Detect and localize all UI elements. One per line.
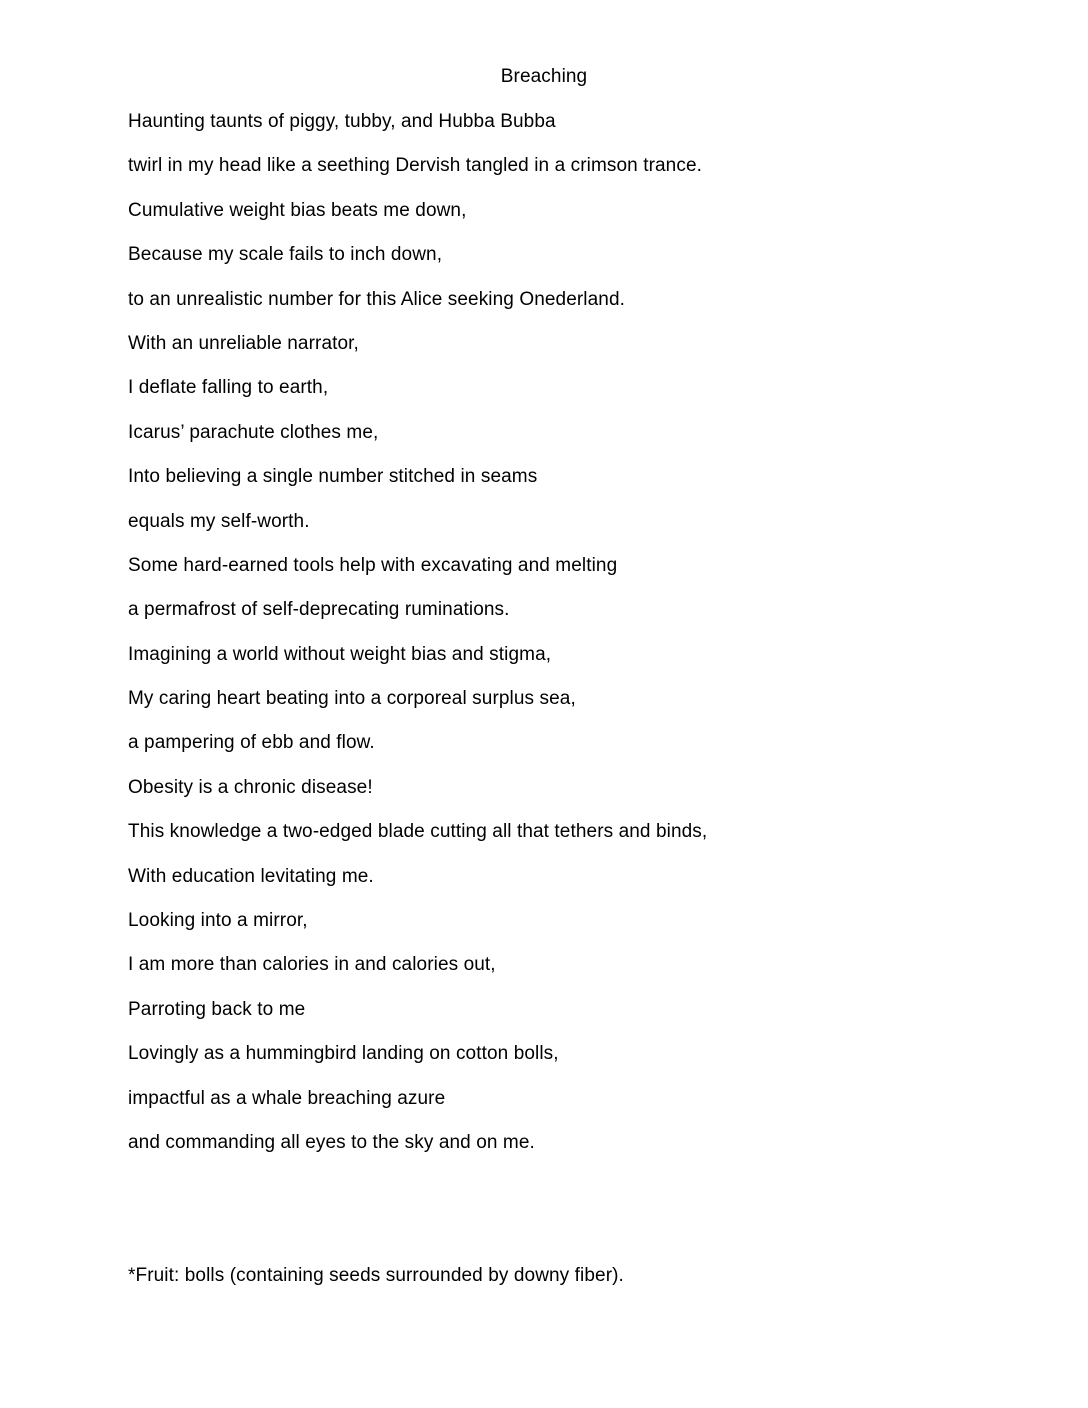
poem-line: Imagining a world without weight bias and stigma, (128, 643, 552, 665)
poem-line: With education levitating me. (128, 865, 374, 887)
poem-line: Haunting taunts of piggy, tubby, and Hubba Bubba (128, 111, 556, 132)
poem-line: Icarus’ parachute clothes me, (128, 421, 379, 443)
footnote: *Fruit: bolls (containing seeds surrounded by downy fiber). (128, 1265, 624, 1286)
poem-line: With an unreliable narrator, (128, 332, 359, 354)
poem-line: impactful as a whale breaching azure (128, 1087, 446, 1109)
poem-line: Looking into a mirror, (128, 910, 308, 932)
poem-line: Some hard-earned tools help with excavating and melting (128, 554, 618, 576)
poem-title: Breaching (500, 66, 588, 87)
poem-line: Cumulative weight bias beats me down, (128, 199, 467, 221)
poem-line: Obesity is a chronic disease! (128, 776, 373, 798)
poem-line: a permafrost of self-deprecating ruminations. (128, 599, 510, 621)
poem-line: equals my self-worth. (128, 510, 310, 532)
poem-line: a pampering of ebb and flow. (128, 732, 375, 754)
poem-line: Into believing a single number stitched in seams (128, 466, 538, 488)
poem-line: and commanding all eyes to the sky and on me. (128, 1131, 535, 1153)
poem-line: to an unrealistic number for this Alice seeking Onederland. (128, 288, 626, 310)
poem-line: Because my scale fails to inch down, (128, 244, 443, 266)
poem-line: I deflate falling to earth, (128, 377, 329, 399)
poem-line: twirl in my head like a seething Dervish tangled in a crimson trance. (128, 155, 702, 177)
poem-body (128, 109, 707, 1174)
poem-line: Parroting back to me (128, 998, 306, 1020)
poem-line: Lovingly as a hummingbird landing on cotton bolls, (128, 1043, 559, 1065)
poem-line: My caring heart beating into a corporeal surplus sea, (128, 688, 576, 710)
poem-line: This knowledge a two-edged blade cutting all that tethers and binds, (128, 821, 708, 843)
poem-line: I am more than calories in and calories out, (128, 954, 496, 976)
